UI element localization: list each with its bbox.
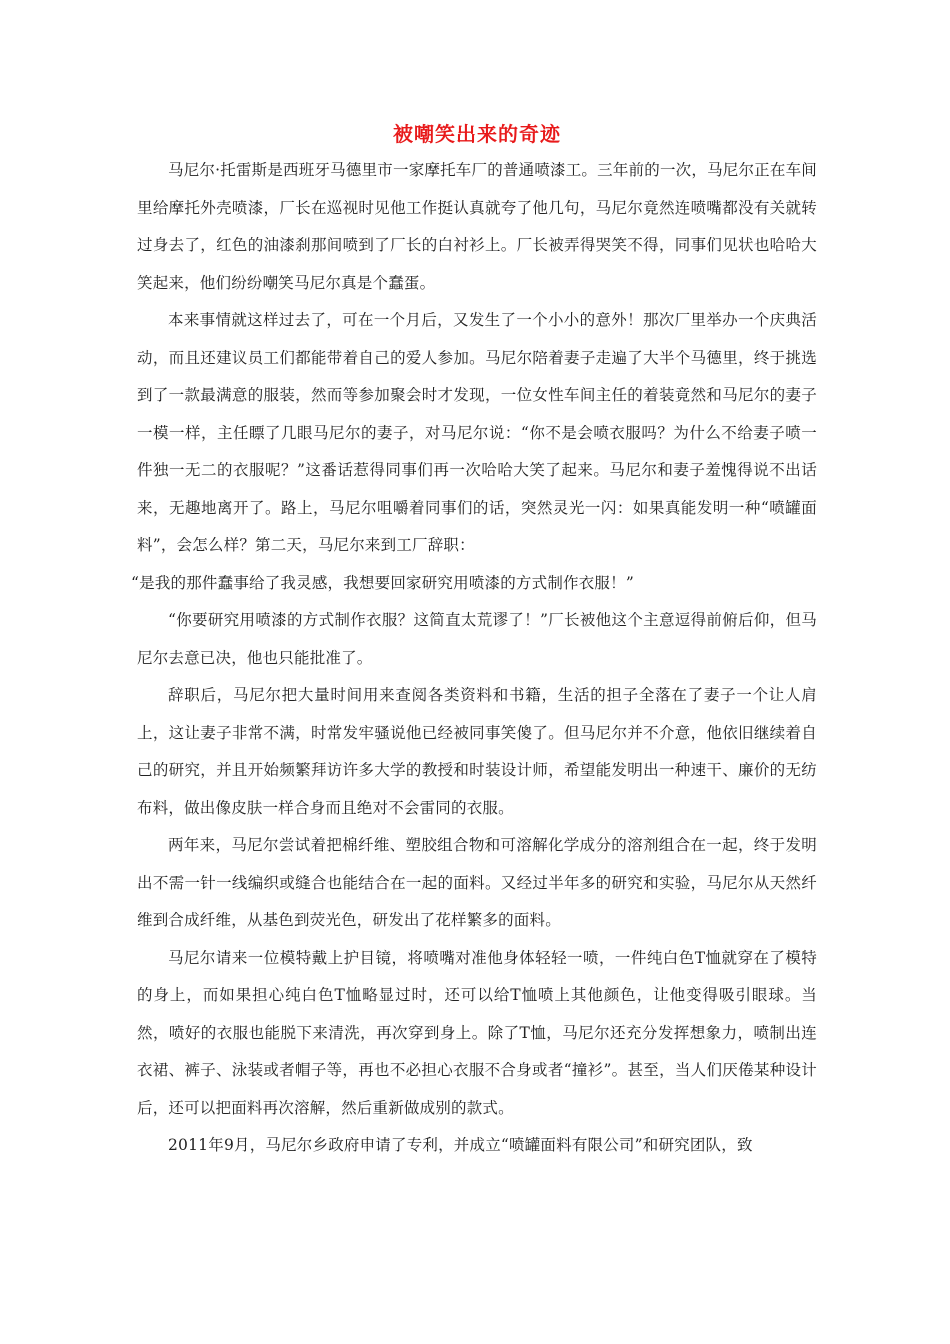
paragraph-8: 2011年9月，马尼尔乡政府申请了专利，并成立“喷罐面料有限公司”和研究团队，致 (168, 1136, 753, 1154)
paragraph-1: 马尼尔·托雷斯是西班牙马德里市一家摩托车厂的普通喷漆工。三年前的一次，马尼尔正在车间里给摩托外壳喷漆，厂长在巡视时见他工作挺认真就夸了他几句，马尼尔竟然连喷嘴都没有关就转过身去了，红色的油漆刹那间喷到了厂长的白衬衫上。厂长被弄得哭笑不得，同事们见状也哈哈大笑起来，他们纷纷嘲笑马尼尔真是个蠢蛋。 (137, 161, 817, 292)
paragraph-5: 辞职后，马尼尔把大量时间用来查阅各类资料和书籍，生活的担子全落在了妻子一个让人肩上，这让妻子非常不满，时常发牢骚说他已经被同事笑傻了。但马尼尔并不介意，他依旧继续着自己的研究，并且开始频繁拜访许多大学的教授和时装设计师，希望能发明出一种速干、廉价的无纺布料，做出像皮肤一样合身而且绝对不会雷同的衣服。 (137, 686, 817, 817)
document-page (131, 118, 817, 1165)
paragraph-2: 本来事情就这样过去了，可在一个月后，又发生了一个小小的意外！那次厂里举办一个庆典活动，而且还建议员工们都能带着自己的爱人参加。马尼尔陪着妻子走遍了大半个马德里，终于挑选到了一款最满意的服装，然而等参加聚会时才发现，一位女性车间主任的着装竟然和马尼尔的妻子一模一样，主任瞟了几眼马尼尔的妻子，对马尼尔说：“你不是会喷衣服吗？为什么不给妻子喷一件独一无二的衣服呢？”这番话惹得同事们再一次哈哈大笑了起来。马尼尔和妻子羞愧得说不出话来，无趣地离开了。路上，马尼尔咀嚼着同事们的话，突然灵光一闪：如果真能发明一种“喷罐面料”，会怎么样？第二天，马尼尔来到工厂辞职： (137, 311, 817, 554)
document-title: 被嘲笑出来的奇迹 (393, 122, 561, 146)
paragraph-6: 两年来，马尼尔尝试着把棉纤维、塑胶组合物和可溶解化学成分的溶剂组合在一起，终于发明出不需一针一线编织或缝合也能结合在一起的面料。又经过半年多的研究和实验，马尼尔从天然纤维到合成纤维，从基色到荧光色，研发出了花样繁多的面料。 (137, 836, 817, 929)
paragraph-4: “你要研究用喷漆的方式制作衣服？这简直太荒谬了！”厂长被他这个主意逗得前俯后仰，但马尼尔去意已决，他也只能批准了。 (137, 611, 817, 667)
paragraph-3-quote: “是我的那件蠢事给了我灵感，我想要回家研究用喷漆的方式制作衣服！” (131, 573, 634, 592)
paragraph-7: 马尼尔请来一位模特戴上护目镜，将喷嘴对准他身体轻轻一喷，一件纯白色T恤就穿在了模特的身上，而如果担心纯白色T恤略显过时，还可以给T恤喷上其他颜色，让他变得吸引眼球。当然，喷好的衣服也能脱下来清洗，再次穿到身上。除了T恤，马尼尔还充分发挥想象力，喷制出连衣裙、裤子、泳装或者帽子等，再也不必担心衣服不合身或者“撞衫”。甚至，当人们厌倦某种设计后，还可以把面料再次溶解，然后重新做成别的款式。 (137, 948, 817, 1117)
